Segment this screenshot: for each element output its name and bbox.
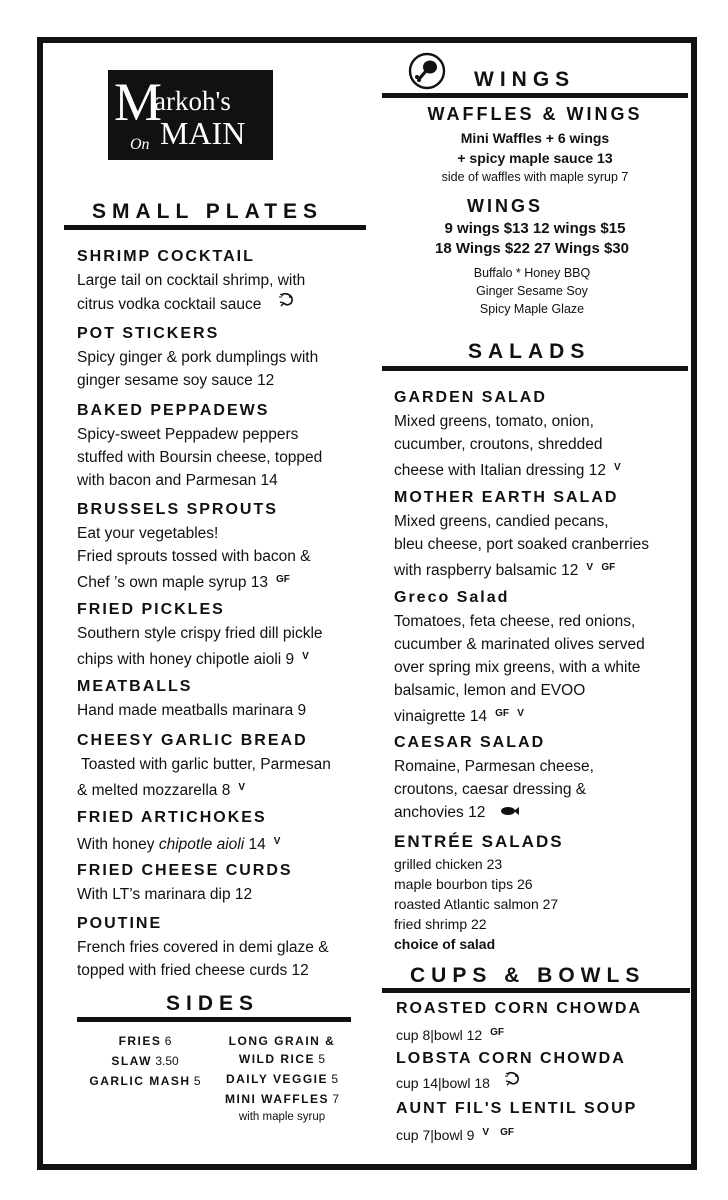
entree-item: grilled chicken 23: [394, 856, 503, 872]
menu-item-caesar-salad: CAESAR SALAD Romaine, Parmesan cheese, croutons, caesar dressing & anchovies 12: [394, 734, 594, 821]
wings-rule: [382, 93, 688, 98]
entree-choice: choice of salad: [394, 936, 496, 952]
menu-item-fried-cheese-curds: FRIED CHEESE CURDS With LT’s marinara dip 12: [77, 862, 293, 903]
waffles-wings-line2: + spicy maple sauce 13: [457, 150, 613, 166]
restaurant-logo: M arkoh's MAIN On: [108, 70, 273, 160]
menu-item-roasted-corn-chowda: ROASTED CORN CHOWDA cup 8|bowl 12 $^{GF}$: [396, 1000, 642, 1043]
waffles-wings-line1: Mini Waffles + 6 wings: [460, 130, 610, 146]
dietary-tag: V GF: [482, 1127, 515, 1138]
wings-sauce: Ginger Sesame Soy: [476, 284, 588, 298]
side-item: DAILY VEGGIE 5: [225, 1072, 339, 1086]
dietary-tag: V GF: [586, 562, 616, 573]
wings-title: WINGS: [474, 68, 576, 91]
small-plates-title: SMALL PLATES: [92, 200, 324, 223]
side-item: SLAW 3.50: [111, 1054, 179, 1068]
shrimp-icon: [504, 1071, 522, 1087]
menu-item-fried-artichokes: FRIED ARTICHOKES With honey chipotle aioli 14 $^V$: [77, 809, 281, 853]
sides-title: SIDES: [166, 992, 260, 1015]
dietary-tag: GF: [275, 574, 290, 585]
menu-item-cheesy-garlic-bread: CHEESY GARLIC BREAD Toasted with garlic butter, Parmesan & melted mozzarella 8 $^V$: [77, 732, 331, 799]
small-plates-rule: [64, 225, 366, 230]
waffles-wings-note: side of waffles with maple syrup 7: [441, 170, 629, 184]
side-item: WILD RICE 5: [238, 1052, 326, 1066]
entree-item: fried shrimp 22: [394, 916, 487, 932]
menu-item-meatballs: MEATBALLS Hand made meatballs marinara 9: [77, 678, 307, 719]
sides-rule: [77, 1017, 351, 1022]
dietary-tag: V: [273, 836, 281, 847]
dietary-tag: GF: [490, 1027, 505, 1038]
sides-right-column: [212, 1032, 352, 1126]
cups-bowls-rule: [382, 988, 690, 993]
menu-item-greco-salad: Greco Salad Tomatoes, feta cheese, red onions, cucumber & marinated olives served over spring mix greens, with a white balsamic, lemon and EVOO vinaigrette 14 $^{GF V}$: [394, 589, 645, 725]
menu-item-brussels-sprouts: BRUSSELS SPROUTS Eat your vegetables! Fried sprouts tossed with bacon & Chef ’s own maple syrup 13 $^{GF}$: [77, 501, 311, 591]
wings-prices-line1: 9 wings $13 12 wings $15: [444, 220, 626, 237]
menu-item-poutine: POUTINE French fries covered in demi glaze & topped with fried cheese curds 12: [77, 915, 329, 979]
menu-item-mother-earth-salad: MOTHER EARTH SALAD Mixed greens, candied pecans, bleu cheese, port soaked cranberries with raspberry balsamic 12 $^{V GF}$: [394, 489, 650, 579]
fish-icon: [500, 805, 520, 817]
salads-title: SALADS: [468, 340, 591, 363]
dietary-tag: GF V: [495, 708, 524, 719]
side-item: FRIES 6: [118, 1034, 172, 1048]
dietary-tag: V: [302, 651, 309, 662]
menu-item-garden-salad: GARDEN SALAD Mixed greens, tomato, onion, cucumber, croutons, shredded cheese with Italian dressing 12 $^V$: [394, 389, 621, 479]
cups-bowls-title: CUPS & BOWLS: [410, 964, 646, 987]
side-item: LONG GRAIN &: [228, 1034, 336, 1048]
entree-salads: ENTRÉE SALADS grilled chicken 23 maple bourbon tips 26 roasted Atlantic salmon 27 fried shrimp 22 choice of salad: [394, 832, 564, 952]
dietary-tag: V: [238, 782, 246, 793]
sides-left-column: [80, 1032, 210, 1090]
wings-subtitle: WINGS: [467, 196, 543, 216]
dietary-tag: V: [613, 462, 621, 473]
wings-sauce: Buffalo * Honey BBQ: [473, 266, 591, 280]
side-item: GARLIC MASH 5: [89, 1074, 201, 1088]
side-item: MINI WAFFLES 7: [224, 1092, 340, 1106]
wings-sauce: Spicy Maple Glaze: [479, 302, 585, 316]
wings-prices-line2: 18 Wings $22 27 Wings $30: [435, 240, 629, 257]
waffles-wings-title: WAFFLES & WINGS: [427, 104, 643, 124]
shrimp-icon: [278, 292, 296, 308]
menu-item-pot-stickers: POT STICKERS Spicy ginger & pork dumplings with ginger sesame soy sauce 12: [77, 325, 319, 389]
drumstick-icon: [407, 51, 447, 91]
menu-item-aunt-fils-lentil-soup: AUNT FIL'S LENTIL SOUP cup 7|bowl 9 $^{V GF}$: [396, 1100, 638, 1143]
menu-item-fried-pickles: FRIED PICKLES Southern style crispy fried dill pickle chips with honey chipotle aioli 9 $^V$: [77, 601, 323, 668]
menu-item-shrimp-cocktail: SHRIMP COCKTAIL Large tail on cocktail shrimp, with citrus vodka cocktail sauce: [77, 248, 306, 313]
salads-rule: [382, 366, 688, 371]
entree-item: roasted Atlantic salmon 27: [394, 896, 559, 912]
menu-item-baked-peppadews: BAKED PEPPADEWS Spicy-sweet Peppadew peppers stuffed with Boursin cheese, topped with bacon and Parmesan 14: [77, 402, 323, 489]
entree-item: maple bourbon tips 26: [394, 876, 533, 892]
menu-item-lobsta-corn-chowda: LOBSTA CORN CHOWDA cup 14|bowl 18: [396, 1050, 626, 1091]
side-note: with maple syrup: [238, 1111, 326, 1123]
